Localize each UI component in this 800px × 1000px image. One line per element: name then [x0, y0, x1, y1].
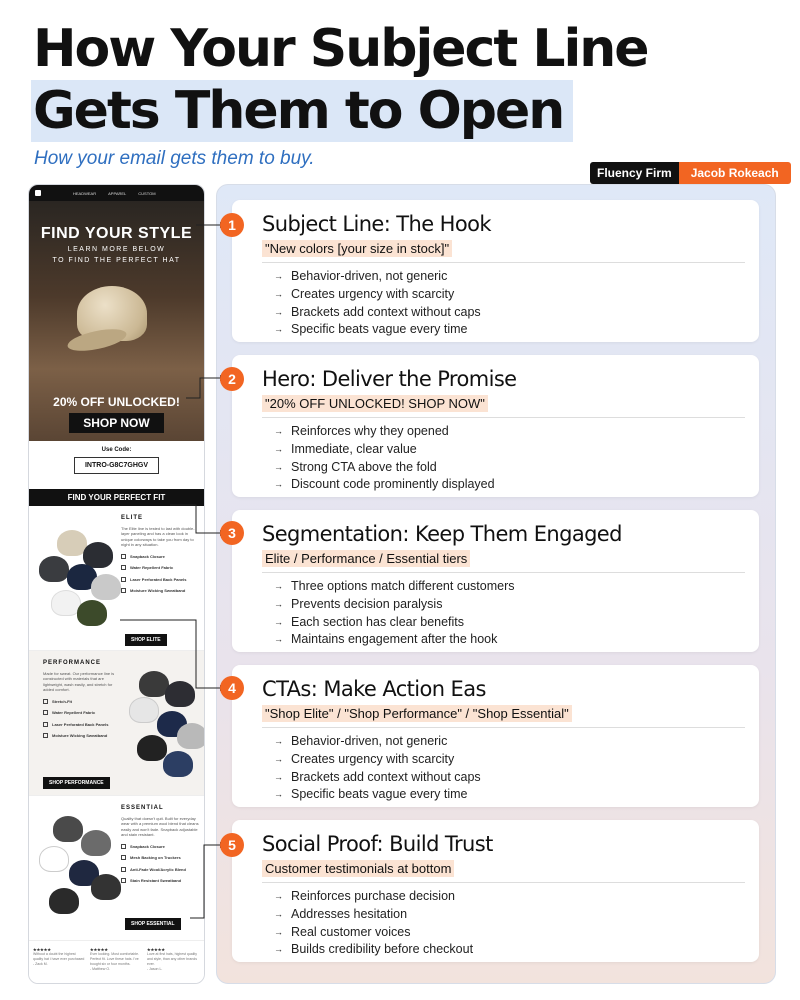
feature: Moisture Wicking Sweatband — [52, 733, 108, 738]
section-name: PERFORMANCE — [43, 660, 102, 666]
feature: Mesh Backing on Truckers — [130, 855, 181, 860]
section-desc: Made for sweat. Our performance line is constructed with materials that are lightweight, wash easily, and stretch for added comfort. — [43, 670, 115, 692]
shop-performance-button[interactable]: SHOP PERFORMANCE — [43, 777, 110, 789]
step-bullets — [274, 733, 481, 804]
bullet: → Brackets add context without caps — [274, 769, 481, 787]
review: ★★★★★ Without a doubt the highest quality hat i have ever purchased - Zack M. — [33, 947, 85, 966]
email-nav-item: HEADWEAR — [73, 190, 97, 196]
essential-text — [121, 806, 201, 884]
feature: Snapback Closure — [130, 843, 165, 849]
bullet: → Discount code prominently displayed — [274, 476, 495, 494]
bullet: → Reinforces why they opened — [274, 423, 495, 441]
page-title — [33, 18, 648, 142]
step-number-4: 4 — [220, 676, 244, 700]
feature: Water Repellent Fabric — [130, 565, 174, 570]
bullet: → Each section has clear benefits — [274, 614, 515, 632]
bullet: → Specific beats vague every time — [274, 786, 481, 804]
section-name: ELITE — [121, 515, 144, 521]
bullet: → Three options match different customers — [274, 578, 515, 596]
email-section-performance — [29, 651, 204, 796]
bullet: → Strong CTA above the fold — [274, 459, 495, 477]
author-badge: Jacob Rokeach — [679, 162, 791, 184]
step-card-1 — [232, 200, 759, 342]
review: ★★★★★ Love at first hats, highest quality and style, than any other brands ever. - Jason L. — [147, 947, 198, 971]
hat-image — [67, 286, 167, 356]
use-code-label: Use Code: — [101, 447, 132, 453]
step-number-1: 1 — [220, 213, 244, 237]
step-bullets — [274, 578, 515, 649]
step-title: CTAs: Make Action Eas — [262, 677, 486, 701]
feature: Snapback Closure — [130, 553, 165, 559]
email-section-elite — [29, 506, 204, 651]
discount-code-block — [29, 441, 204, 489]
bullet: → Maintains engagement after the hook — [274, 631, 515, 649]
section-desc: The Elite line is tested to last with double-layer paneling and has a clean look in unique colorways to take you from day to night in any situation. — [121, 525, 195, 547]
bullet: → Builds credibility before checkout — [274, 941, 473, 959]
step-title: Segmentation: Keep Them Engaged — [262, 522, 622, 546]
email-section-essential — [29, 796, 204, 941]
hero-offer: 20% OFF UNLOCKED! — [53, 395, 180, 409]
bullet: → Creates urgency with scarcity — [274, 751, 481, 769]
performance-text — [43, 661, 123, 739]
discount-code: INTRO-G8C7GHGV — [74, 457, 159, 474]
subtitle: How your email gets them to buy. — [34, 148, 315, 169]
review: ★★★★★ Ever looking. Most comfortable. Perfect fit. Love these hats. I've bought six or four months. - Matthew O. — [90, 947, 140, 971]
step-card-2 — [232, 355, 759, 497]
performance-hats-image — [119, 661, 201, 781]
email-hero — [29, 201, 204, 441]
step-title: Hero: Deliver the Promise — [262, 367, 517, 391]
feature: Moisture Wicking Sweatband — [130, 588, 186, 593]
bullet: → Creates urgency with scarcity — [274, 286, 481, 304]
step-title: Social Proof: Build Trust — [262, 832, 493, 856]
feature: Laser Perforated Back Panels — [130, 576, 187, 582]
feature: Laser Perforated Back Panels — [52, 721, 109, 727]
step-number-3: 3 — [220, 521, 244, 545]
fit-banner: FIND YOUR PERFECT FIT — [29, 489, 204, 506]
step-number-2: 2 — [220, 367, 244, 391]
step-title: Subject Line: The Hook — [262, 212, 491, 236]
title-line-1: How Your Subject Line — [33, 19, 648, 79]
step-quote: "20% OFF UNLOCKED! SHOP NOW" — [262, 395, 488, 412]
step-card-3 — [232, 510, 759, 652]
hero-subtitle-1: LEARN MORE BELOW — [67, 246, 166, 253]
hero-subtitle-2: TO FIND THE PERFECT HAT — [52, 257, 181, 264]
bullet: → Addresses hesitation — [274, 906, 473, 924]
email-nav — [29, 185, 204, 201]
essential-hats-image — [33, 806, 115, 926]
shop-now-button[interactable]: SHOP NOW — [69, 413, 164, 433]
author-badges — [590, 162, 791, 184]
step-quote: Elite / Performance / Essential tiers — [262, 550, 470, 567]
step-quote: "Shop Elite" / "Shop Performance" / "Shop Essential" — [262, 705, 572, 722]
bullet: → Immediate, clear value — [274, 441, 495, 459]
section-name: ESSENTIAL — [121, 805, 164, 811]
email-mockup — [28, 184, 205, 984]
divider — [262, 727, 745, 728]
brand-badge: Fluency Firm — [590, 162, 679, 184]
feature: Stretch-Fit — [52, 698, 72, 704]
shop-essential-button[interactable]: SHOP ESSENTIAL — [125, 918, 181, 930]
feature: Water Repellent Fabric — [52, 710, 96, 715]
divider — [262, 417, 745, 418]
bullet: → Behavior-driven, not generic — [274, 268, 481, 286]
step-number-5: 5 — [220, 833, 244, 857]
divider — [262, 882, 745, 883]
step-bullets — [274, 268, 481, 339]
bullet: → Brackets add context without caps — [274, 304, 481, 322]
feature: Anti-Fade Wool/Acrylic Blend — [130, 866, 186, 872]
brand-logo-icon — [35, 190, 41, 196]
elite-hats-image — [33, 516, 115, 636]
bullet: → Specific beats vague every time — [274, 321, 481, 339]
bullet: → Prevents decision paralysis — [274, 596, 515, 614]
step-card-5 — [232, 820, 759, 962]
step-card-4 — [232, 665, 759, 807]
step-bullets — [274, 888, 473, 959]
elite-text — [121, 516, 201, 594]
email-nav-item: APPAREL — [108, 190, 127, 196]
section-desc: Quality that doesn't quit. Built for everyday wear with a premium wool blend that cleans easily and won't fade. Snapback adjustable and stain resistant. — [121, 815, 199, 837]
title-line-2: Gets Them to Open — [31, 80, 573, 142]
bullet: → Behavior-driven, not generic — [274, 733, 481, 751]
step-bullets — [274, 423, 495, 494]
feature: Stain Resistant Sweatband — [130, 878, 182, 883]
email-reviews — [29, 941, 204, 984]
shop-elite-button[interactable]: SHOP ELITE — [125, 634, 167, 646]
bullet: → Real customer voices — [274, 924, 473, 942]
divider — [262, 262, 745, 263]
email-nav-item: CUSTOM — [138, 190, 156, 196]
bullet: → Reinforces purchase decision — [274, 888, 473, 906]
step-quote: Customer testimonials at bottom — [262, 860, 454, 877]
step-quote: "New colors [your size in stock]" — [262, 240, 452, 257]
hero-title: FIND YOUR STYLE — [40, 225, 193, 242]
divider — [262, 572, 745, 573]
